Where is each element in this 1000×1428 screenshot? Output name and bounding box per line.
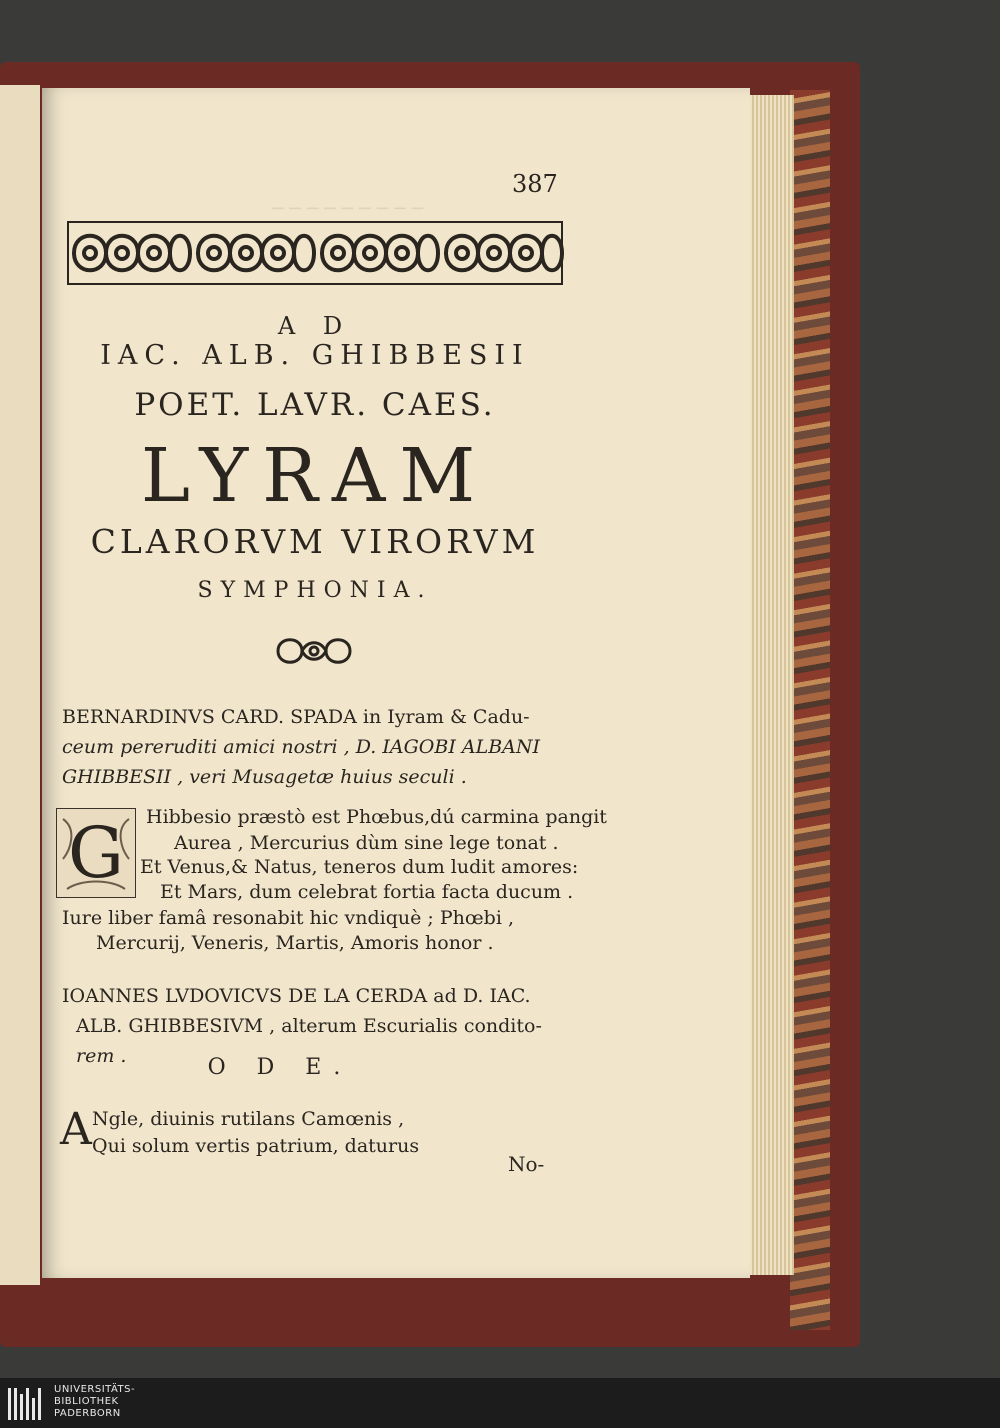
ode-line-2: Qui solum vertis patrium, daturus: [92, 1135, 420, 1157]
library-logo-icon: [6, 1384, 44, 1424]
poem-line-6: Mercurij, Veneris, Martis, Amoris honor .: [96, 932, 494, 954]
show-through: ─ ─ ─ ─ ─ ─ ─ ─ ─: [272, 198, 424, 220]
heading-ad: A D: [277, 312, 353, 340]
ornamental-band: [66, 220, 564, 286]
poem-line-2: Aurea , Mercurius dùm sine lege tonat .: [174, 832, 559, 854]
page-number: 387: [512, 170, 558, 198]
ioannes-line-1: IOANNES LVDOVICVS DE LA CERDA ad D. IAC.: [62, 985, 531, 1007]
marbled-endpaper: [790, 90, 830, 1330]
library-footer: [0, 1378, 1000, 1428]
poem-line-5: Iure liber famâ resonabit hic vndiquè ; Phœbi ,: [62, 907, 514, 929]
ode-line-1: Ngle, diuinis rutilans Camœnis ,: [92, 1108, 405, 1130]
page-fore-edge: [745, 95, 794, 1275]
poem-line-3: Et Venus,& Natus, teneros dum ludit amores:: [140, 856, 579, 878]
ioannes-line-2: ALB. GHIBBESIVM , alterum Escurialis condito-: [76, 1015, 542, 1037]
bernardinus-line-1: BERNARDINVS CARD. SPADA in Iyram & Cadu-: [62, 706, 530, 728]
heading-clarorum: CLARORVM VIRORVM: [90, 522, 540, 561]
fleuron-ornament: [272, 632, 356, 670]
library-name-line-3: PADERBORN: [54, 1408, 121, 1419]
bernardinus-line-2: ceum pereruditi amici nostri , D. IAGOBI ALBANI: [62, 736, 541, 758]
initial-letter: G: [68, 812, 124, 894]
library-name-line-2: BIBLIOTHEK: [54, 1396, 119, 1407]
heading-name: IAC. ALB. GHIBBESII: [100, 340, 530, 371]
catchword: No-: [508, 1152, 545, 1176]
bernardinus-line-3: GHIBBESII , veri Musagetæ huius seculi .: [62, 766, 467, 788]
ioannes-line-3: rem .: [76, 1045, 127, 1067]
ode-drop-letter: A: [60, 1104, 92, 1155]
heading-title: POET. LAVR. CAES.: [134, 387, 496, 423]
decorated-initial: [56, 808, 136, 898]
heading-symphonia: SYMPHONIA.: [197, 578, 433, 603]
bernardinus-heading: [62, 702, 572, 792]
library-name: [54, 1384, 135, 1420]
left-page-edge: [0, 85, 40, 1285]
poem-line-4: Et Mars, dum celebrat fortia facta ducum .: [160, 881, 574, 903]
ode-title: O D E.: [207, 1055, 353, 1080]
poem-line-1: Hibbesio præstò est Phœbus,dú carmina pangit: [146, 806, 607, 828]
heading-lyram: LYRAM: [140, 433, 490, 519]
library-name-line-1: UNIVERSITÄTS-: [54, 1384, 136, 1395]
